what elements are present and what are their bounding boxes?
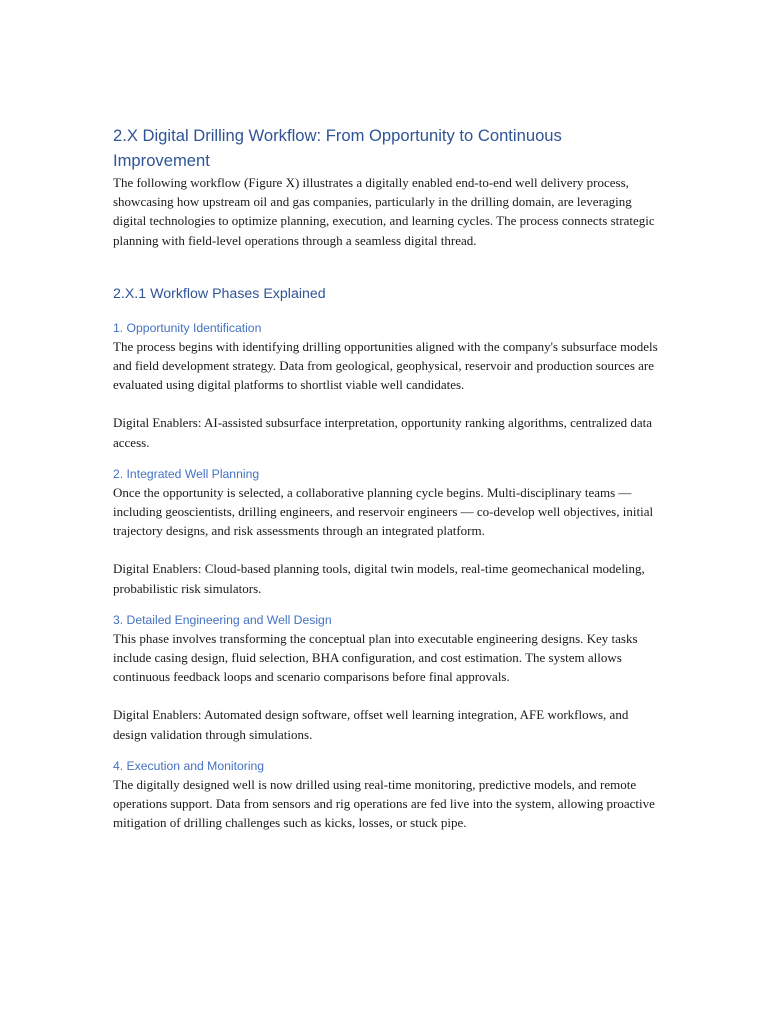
phase-body: The process begins with identifying drilling opportunities aligned with the company's subsurface models and field development strategy. Data from geological, geophysical, reservoir and production sources are evaluated using digital platforms to shortlist viable well candidates.: [113, 338, 658, 393]
phase-enablers: Digital Enablers: Automated design software, offset well learning integration, AFE workflows, and design validation through simulations.: [113, 707, 629, 742]
phase-body: Once the opportunity is selected, a collaborative planning cycle begins. Multi-disciplinary teams — including geoscientists, drilling engineers, and reservoir engineers — co-develop well objectives, initial trajectory designs, and risk assessments through an integrated platform.: [113, 484, 654, 539]
intro-paragraph: The following workflow (Figure X) illustrates a digitally enabled end-to-end well delivery process, showcasing how upstream oil and gas companies, particularly in the drilling domain, are leveraging digital technologies to optimize planning, execution, and learning cycles. The process connects strategic planning with field-level operations through a seamless digital thread.: [113, 175, 655, 248]
phase-body: This phase involves transforming the conceptual plan into executable engineering designs. Key tasks include casing design, fluid selection, BHA configuration, and cost estimation. The system allows continuous feedback loops and scenario comparisons before final approvals.: [113, 630, 638, 685]
section-heading: 2.X.1 Workflow Phases Explained: [113, 285, 326, 302]
document-title: 2.X Digital Drilling Workflow: From Opportunity to Continuous Improvement: [113, 126, 562, 170]
document-content: [113, 123, 658, 832]
phase-enablers: Digital Enablers: Cloud-based planning tools, digital twin models, real-time geomechanical modeling, probabilistic risk simulators.: [113, 561, 645, 596]
phase-heading: 1. Opportunity Identification: [113, 320, 262, 335]
phase-heading: 3. Detailed Engineering and Well Design: [113, 612, 332, 627]
phase-heading: 4. Execution and Monitoring: [113, 758, 265, 773]
phase-heading: 2. Integrated Well Planning: [113, 466, 260, 481]
phase-enablers: Digital Enablers: AI-assisted subsurface interpretation, opportunity ranking algorithms, centralized data access.: [113, 415, 652, 450]
phase-body: The digitally designed well is now drilled using real-time monitoring, predictive models, and remote operations support. Data from sensors and rig operations are fed live into the system, allowing proactive mitigation of drilling challenges such as kicks, losses, or stuck pipe.: [113, 776, 655, 831]
